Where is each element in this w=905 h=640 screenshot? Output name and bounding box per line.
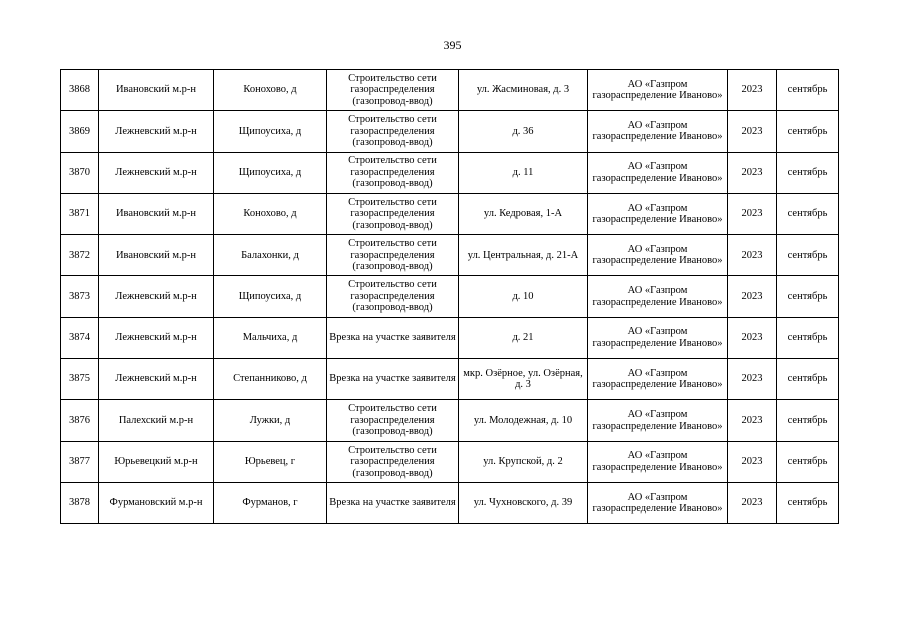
- address-cell: д. 10: [459, 276, 588, 317]
- organization-cell: АО «Газпром газораспределение Иваново»: [588, 441, 728, 482]
- row-number: 3875: [61, 359, 99, 400]
- organization-cell: АО «Газпром газораспределение Иваново»: [588, 70, 728, 111]
- year-cell: 2023: [728, 276, 777, 317]
- organization-cell: АО «Газпром газораспределение Иваново»: [588, 400, 728, 441]
- year-cell: 2023: [728, 317, 777, 358]
- work-type-cell: Строительство сети газораспределения (газопровод-ввод): [327, 111, 459, 152]
- row-number: 3869: [61, 111, 99, 152]
- address-cell: мкр. Озёрное, ул. Озёрная, д. 3: [459, 359, 588, 400]
- district-cell: Лежневский м.р-н: [99, 276, 214, 317]
- month-cell: сентябрь: [777, 400, 839, 441]
- district-cell: Палехский м.р-н: [99, 400, 214, 441]
- table-row: [61, 111, 839, 152]
- work-type-cell: Строительство сети газораспределения (газопровод-ввод): [327, 441, 459, 482]
- row-number: 3876: [61, 400, 99, 441]
- address-cell: д. 21: [459, 317, 588, 358]
- table-row: [61, 317, 839, 358]
- district-cell: Лежневский м.р-н: [99, 152, 214, 193]
- locality-cell: Лужки, д: [214, 400, 327, 441]
- address-cell: ул. Молодежная, д. 10: [459, 400, 588, 441]
- district-cell: Ивановский м.р-н: [99, 70, 214, 111]
- locality-cell: Конохово, д: [214, 193, 327, 234]
- organization-cell: АО «Газпром газораспределение Иваново»: [588, 276, 728, 317]
- row-number: 3872: [61, 235, 99, 276]
- table-row: [61, 441, 839, 482]
- work-type-cell: Врезка на участке заявителя: [327, 359, 459, 400]
- month-cell: сентябрь: [777, 276, 839, 317]
- row-number: 3874: [61, 317, 99, 358]
- row-number: 3878: [61, 482, 99, 523]
- district-cell: Ивановский м.р-н: [99, 235, 214, 276]
- work-type-cell: Строительство сети газораспределения (газопровод-ввод): [327, 276, 459, 317]
- table-row: [61, 482, 839, 523]
- address-cell: ул. Центральная, д. 21-А: [459, 235, 588, 276]
- locality-cell: Степанниково, д: [214, 359, 327, 400]
- row-number: 3871: [61, 193, 99, 234]
- month-cell: сентябрь: [777, 235, 839, 276]
- row-number: 3873: [61, 276, 99, 317]
- district-cell: Лежневский м.р-н: [99, 111, 214, 152]
- work-type-cell: Врезка на участке заявителя: [327, 317, 459, 358]
- locality-cell: Юрьевец, г: [214, 441, 327, 482]
- locality-cell: Щипоусиха, д: [214, 152, 327, 193]
- year-cell: 2023: [728, 235, 777, 276]
- year-cell: 2023: [728, 193, 777, 234]
- month-cell: сентябрь: [777, 152, 839, 193]
- organization-cell: АО «Газпром газораспределение Иваново»: [588, 359, 728, 400]
- year-cell: 2023: [728, 152, 777, 193]
- locality-cell: Фурманов, г: [214, 482, 327, 523]
- table-row: [61, 235, 839, 276]
- month-cell: сентябрь: [777, 359, 839, 400]
- address-cell: д. 11: [459, 152, 588, 193]
- month-cell: сентябрь: [777, 482, 839, 523]
- year-cell: 2023: [728, 70, 777, 111]
- organization-cell: АО «Газпром газораспределение Иваново»: [588, 111, 728, 152]
- table-row: [61, 400, 839, 441]
- organization-cell: АО «Газпром газораспределение Иваново»: [588, 317, 728, 358]
- month-cell: сентябрь: [777, 111, 839, 152]
- work-type-cell: Строительство сети газораспределения (газопровод-ввод): [327, 235, 459, 276]
- month-cell: сентябрь: [777, 70, 839, 111]
- work-type-cell: Строительство сети газораспределения (газопровод-ввод): [327, 152, 459, 193]
- district-cell: Лежневский м.р-н: [99, 317, 214, 358]
- district-cell: Ивановский м.р-н: [99, 193, 214, 234]
- address-cell: ул. Чухновского, д. 39: [459, 482, 588, 523]
- row-number: 3877: [61, 441, 99, 482]
- year-cell: 2023: [728, 482, 777, 523]
- row-number: 3870: [61, 152, 99, 193]
- row-number: 3868: [61, 70, 99, 111]
- table-row: [61, 359, 839, 400]
- district-cell: Юрьевецкий м.р-н: [99, 441, 214, 482]
- locality-cell: Балахонки, д: [214, 235, 327, 276]
- organization-cell: АО «Газпром газораспределение Иваново»: [588, 152, 728, 193]
- address-cell: ул. Крупской, д. 2: [459, 441, 588, 482]
- address-cell: ул. Жасминовая, д. 3: [459, 70, 588, 111]
- locality-cell: Конохово, д: [214, 70, 327, 111]
- address-cell: д. 36: [459, 111, 588, 152]
- district-cell: Фурмановский м.р-н: [99, 482, 214, 523]
- work-type-cell: Строительство сети газораспределения (газопровод-ввод): [327, 193, 459, 234]
- page-number: 395: [443, 38, 462, 52]
- locality-cell: Щипоусиха, д: [214, 111, 327, 152]
- locality-cell: Мальчиха, д: [214, 317, 327, 358]
- table-row: [61, 193, 839, 234]
- district-cell: Лежневский м.р-н: [99, 359, 214, 400]
- locality-cell: Щипоусиха, д: [214, 276, 327, 317]
- gasification-table: [60, 69, 839, 524]
- year-cell: 2023: [728, 441, 777, 482]
- table-body: [61, 70, 839, 524]
- month-cell: сентябрь: [777, 193, 839, 234]
- work-type-cell: Врезка на участке заявителя: [327, 482, 459, 523]
- address-cell: ул. Кедровая, 1-А: [459, 193, 588, 234]
- work-type-cell: Строительство сети газораспределения (газопровод-ввод): [327, 70, 459, 111]
- organization-cell: АО «Газпром газораспределение Иваново»: [588, 235, 728, 276]
- year-cell: 2023: [728, 400, 777, 441]
- organization-cell: АО «Газпром газораспределение Иваново»: [588, 482, 728, 523]
- work-type-cell: Строительство сети газораспределения (газопровод-ввод): [327, 400, 459, 441]
- month-cell: сентябрь: [777, 317, 839, 358]
- organization-cell: АО «Газпром газораспределение Иваново»: [588, 193, 728, 234]
- table-row: [61, 152, 839, 193]
- year-cell: 2023: [728, 359, 777, 400]
- month-cell: сентябрь: [777, 441, 839, 482]
- year-cell: 2023: [728, 111, 777, 152]
- table-row: [61, 70, 839, 111]
- table-row: [61, 276, 839, 317]
